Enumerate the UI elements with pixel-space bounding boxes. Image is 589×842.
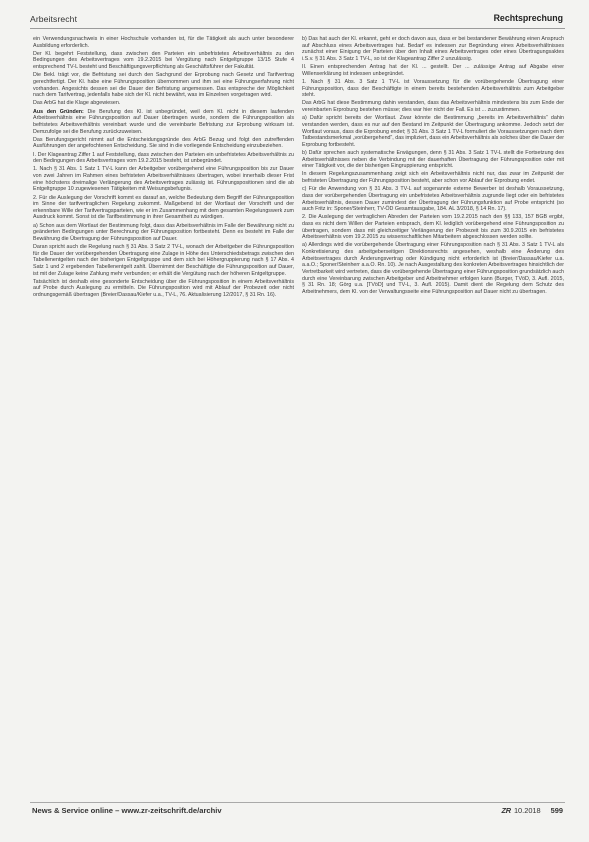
paragraph <box>33 36 294 49</box>
paragraph-text: II. Einen entsprechenden Antrag hat der Kl. ... gestellt. Der ... zulässige Antrag auf Abgabe einer Willenserklärung ist indessen unbegründet. <box>302 64 564 77</box>
paragraph-text: c) Für die Anwendung von § 31 Abs. 3 TV-L auf sogenannte externe Bewerber ist deshalb Voraussetzung, dass der vorübergehenden Übertragung ein unbefristetes Arbeitsverhältnis zugrunde liegt oder ein befristetes Arbeitsverhältnis, dessen Dauer zumindest der Übertragung der Führungsfunktion auf Probe entspricht (so auch Fritz in: Sponer/Steinherr, TV-ÖD Gesamtausgabe, 184. AL 3/2018, § 14 Rn. 17). <box>302 186 564 213</box>
paragraph-text: Das ArbG hat die Klage abgewiesen. <box>33 100 121 107</box>
section-title: Arbeitsrecht <box>30 14 78 24</box>
paragraph <box>302 150 564 170</box>
paragraph-text: 1. Nach § 31 Abs. 1 Satz 1 TV-L kann der Arbeitgeber vorübergehend eine Führungsposition bis zur Dauer von zwei Jahren im Rahmen eines befristeten Arbeitsverhältnisses übertragen, wobei innerhalb dieser Frist eine höchstens dreimalige Verlängerung des Arbeitsvertrages zulässig ist. Führungspositionen sind die ab Entgeltgruppe 10 zugewiesenen Tätigkeiten mit Weisungsbefugnis. <box>33 166 294 193</box>
paragraph <box>33 244 294 277</box>
paragraph <box>302 79 564 99</box>
paragraph-text: Tatsächlich ist deshalb eine gesonderte Entscheidung über die Führungsposition in einem Arbeitsverhältnis auf Probe durch Auslegung zu ermitteln. Die Führungsposition wird mit Ablauf der Probezeit oder nicht ordnungsgemäß übertragen (Breier/Dassau/Kiefer u.a., TV-L, 76. Aktualisierung 12/2017, § 31 Rn. 16). <box>33 278 294 299</box>
paragraph <box>302 242 564 295</box>
paragraph-text: 1. Nach § 31 Abs. 3 Satz 1 TV-L ist Voraussetzung für die vorübergehende Übertragung einer Führungsposition, dass der Beschäftigte in einem bereits bestehenden Arbeitsverhältnis zum Arbeitgeber steht. <box>302 78 564 99</box>
paragraph <box>302 115 564 148</box>
paragraph-text: Daran spricht auch die Regelung nach § 31 Abs. 3 Satz 2 TV-L, wonach der Arbeitgeber die Führungsposition für die Dauer der vorübergehenden Übertragung eine Zulage in Höhe des Unterschiedsbetrags zwischen den Tabellenentgelten nach der bisherigen Entgeltgruppe und dem sich bei Höhergruppierung nach § 17 Abs. 4 Satz 1 und 2 ergebenden Tabellenentgelt zahlt. Übernimmt der Beschäftigte die Führungsposition auf Dauer, ist mit der Zulage keine Zahlung mehr verbunden; er erhält die Vergütung nach der höheren Entgeltgruppe. <box>33 244 294 277</box>
footer-issue-info <box>501 806 563 815</box>
left-column <box>33 36 294 300</box>
footer-archive-link[interactable]: News & Service online – www.zr-zeitschrift.de/archiv <box>32 806 222 815</box>
paragraph <box>33 166 294 193</box>
paragraph <box>302 64 564 77</box>
paragraph <box>33 223 294 243</box>
paragraph <box>33 137 294 150</box>
footer-rule <box>30 802 565 803</box>
paragraph-text: ein Verwendungsnachweis in einer Hochschule vorhanden ist, für die Tätigkeit als auch unter besonderer Ausbildung erforderlich. <box>33 36 294 49</box>
page-number: 599 <box>550 806 563 815</box>
paragraph-text: a) Allerdings wird die vorübergehende Übertragung einer Führungsposition nach § 31 Abs. 3 Satz 1 TV-L als Konkretisierung des arbeitgeberseitigen Direktionsrechts angesehen, weshalb eine Änderung des Arbeitsvertrages durch Änderungsvertrag oder Kündigung nicht erforderlich ist (Breier/Dassau/Kiefer u.a. a.a.O.; Sponer/Steinherr a.a.O. Rn. 10). Je nach Ausgestaltung des konkreten Arbeitsvertrages hinsichtlich der Vertretbarkeit wird vertreten, dass die vorübergehende Übertragung einer Führungsposition grundsätzlich auch durch eine Vereinbarung zwischen Arbeitgeber und Arbeitnehmer erfolgen kann (Burger, TVöD, 3. Aufl. 2015, § 31 Rn. 18; Görg u.a. [TVöD] und TV-L, 3. Aufl. 2015). Damit dient die Regelung dem Schutz des Arbeitnehmers, dem Kl. von der Verwaltungsseite eine Führungsposition auf Dauer nicht zu übertragen. <box>302 242 564 295</box>
paragraph <box>33 279 294 299</box>
paragraph-text: b) Dafür sprechen auch systematische Erwägungen, denn § 31 Abs. 3 Satz 1 TV-L stellt die Fortsetzung des Arbeitsverhältnisses neben die Verbindung mit der dauerhaften Übertragung der Führungsposition oder mit einer Tätigkeit vor, die der bisherigen Eingruppierung entspricht. <box>302 149 564 170</box>
paragraph-text: Die Bekl. trägt vor, die Befristung sei durch den Sachgrund der Erprobung nach Gesetz und Tarifvertrag gerechtfertigt. Der Kl. habe eine Führungsposition übernommen und ihm sei eine Führungserfahrung nicht vorhanden. Angesichts dessen sei die Dauer der Befristung angemessen. Das entspreche der Möglichkeit nach dem Tarifvertrag, jedenfalls habe sich der Kl. nicht bewährt, was im Einzelnen vorgetragen wird. <box>33 72 294 99</box>
paragraph-text: Das ArbG hat diese Bestimmung dahin verstanden, dass das Arbeitsverhältnis mindestens bis zum Ende der vereinbarten Erprobung bestehen müsse; dies war hier nicht der Fall. Es ist ... zuzustimmen. <box>302 100 564 114</box>
category-label: Rechtsprechung <box>493 13 563 23</box>
paragraph-text: Der Kl. begehrt Feststellung, dass zwischen den Parteien ein unbefristetes Arbeitsverhältnis zu den Bedingungen des Arbeitsvertrages vom 19.2.2015 bei Vergütung nach Entgeltgruppe 13/15 Stufe 4 entsprechend TV-L besteht und Beschäftigungsverpflichtung als Geschäftsführer der Fakultät. <box>33 50 294 71</box>
paragraph-text: a) Schon aus dem Wortlaut der Bestimmung folgt, dass das Arbeitsverhältnis im Falle der Bewährung nicht zu geänderten Bedingungen unter Berechnung der Führungsposition fortbesteht. Denn es besteht im Falle der Bewährung die Übertragung der Führungsposition auf Dauer. <box>33 222 294 242</box>
paragraph-text: 2. Für die Auslegung der Vorschrift kommt es darauf an, welche Bedeutung dem Begriff der Führungsposition im Sinne der tarifvertraglichen Regelung zukommt. Maßgebend ist der Wortlaut der Vorschrift und der erkennbare Wille der Tarifvertragsparteien, wie er im Zusammenhang mit dem gesamten Regelungswerk zum Ausdruck kommt. Sonst ist die Tarifbestimmung in ihrer Gesamtheit zu würdigen. <box>33 194 294 221</box>
paragraph-lead: Aus den Gründen: <box>33 108 84 115</box>
paragraph <box>33 152 294 165</box>
paragraph <box>33 72 294 99</box>
paragraph <box>302 186 564 213</box>
header-rule <box>30 28 565 29</box>
paragraph <box>302 214 564 241</box>
issue-number: 10.2018 <box>513 806 541 815</box>
paragraph-text: Die Berufung des Kl. ist unbegründet, weil dem Kl. nicht in diesem laufenden Arbeitsverhältnis eine Führungsposition auf Dauer übertragen wurde, sondern die Führungsposition als befristetes Arbeitsverhältnis vereinbart wurde und die vereinbarte Befristung zur Erprobung wirksam ist. Demzufolge sei die Berufung zurückzuweisen. <box>33 108 295 135</box>
paragraph <box>33 109 294 136</box>
paragraph <box>33 195 294 222</box>
paragraph-text: I. Der Klageantrag Ziffer 1 auf Feststellung, dass zwischen den Parteien ein unbefristetes Arbeitsverhältnis zu den Bedingungen des Arbeitsvertrages vom 19.2.2015 besteht, ist unbegründet. <box>33 151 294 165</box>
paragraph-text: 2. Die Auslegung der vertraglichen Abreden der Parteien vom 19.2.2015 nach den §§ 133, 157 BGB ergibt, dass es nicht dem Willen der Parteien entsprach, dem Kl. lediglich vorübergehend eine Führungsposition zu übertragen, sondern dass mit gleichzeitiger Verlängerung der Probezeit bis zum 30.9.2015 ein befristetes Arbeitsverhältnis vom 19.2.2015 zu wissenschaftlichen Mitarbeitern abgeschlossen werden sollte. <box>302 214 564 241</box>
paragraph <box>33 51 294 71</box>
paragraph-text: b) Das hat auch der Kl. erkannt, geht er doch davon aus, dass er bei bestandener Bewährung einen Anspruch auf Abschluss eines Arbeitsvertrages hat. Bedarf es indessen zur Begründung eines Arbeitsverhältnisses zunächst einer Einigung der Parteien über den Inhalt eines Arbeitsvertrages oder eines Übertragungsaktes i.S.v. § 31 Abs. 3 Satz 1 TV-L, so ist der Klageantrag Ziffer 2 unzulässig. <box>302 36 564 62</box>
paragraph-text: Das Berufungsgericht nimmt auf die Entscheidungsgründe des ArbG Bezug und folgt den zutreffenden Ausführungen der angefochtenen Entscheidung. Sie sind in die vorliegende Entscheidung einzubeziehen. <box>33 136 294 150</box>
journal-logo: ZR <box>501 806 511 815</box>
right-column <box>302 36 564 297</box>
paragraph <box>302 171 564 184</box>
paragraph <box>302 100 564 113</box>
paragraph <box>302 36 564 63</box>
paragraph-text: a) Dafür spricht bereits der Wortlaut. Zwar könnte die Bestimmung „bereits im Arbeitsverhältnis“ dahin verstanden werden, dass es nur auf den Bestand im Zeitpunkt der Übertragung ankomme. Jedoch setzt der Wortlaut voraus, dass die Erprobung endet; § 31 Abs. 3 Satz 1 TV-L formuliert die Voraussetzungen nach dem Tatbestandsmerkmal „vorübergehend“, das impliziert, dass ein Arbeitsverhältnis als solches über die Dauer der Erprobung fortbesteht. <box>302 115 564 148</box>
paragraph <box>33 100 294 107</box>
paragraph-text: In diesem Regelungszusammenhang zeigt sich ein Arbeitsverhältnis nicht nur, das zwar im Zeitpunkt der befristeten Übertragung der Führungsposition besteht, aber schon vor Ablauf der Erprobung endet. <box>302 171 564 185</box>
